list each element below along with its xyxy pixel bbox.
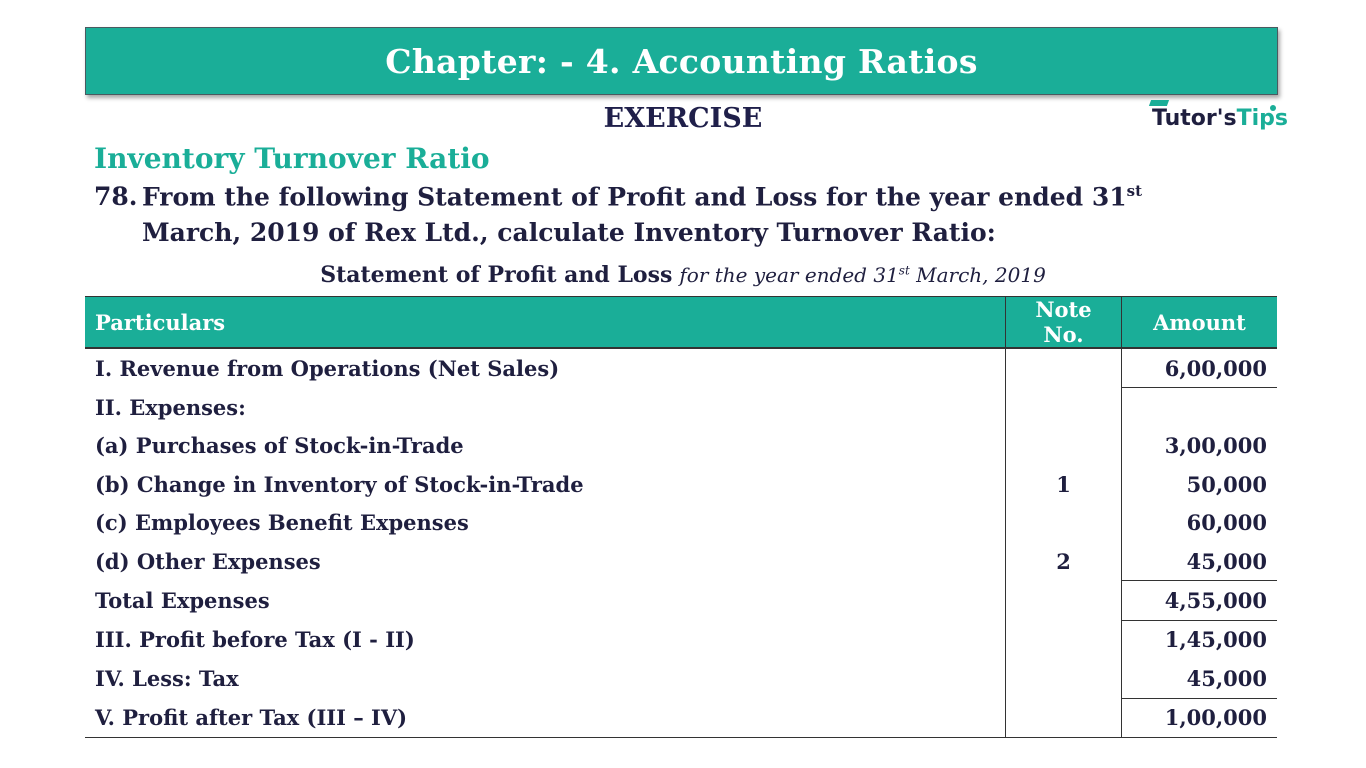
tutors-tips-logo	[1150, 100, 1288, 136]
row-note	[1006, 581, 1122, 620]
row-particulars: III. Profit before Tax (I - II)	[95, 627, 415, 653]
header-amount: Amount	[1122, 297, 1278, 349]
header-note-no: Note No.	[1006, 297, 1122, 349]
row-amount: 50,000	[1186, 471, 1267, 497]
table-row	[85, 620, 1277, 659]
table-row	[85, 581, 1277, 620]
row-amount: 45,000	[1122, 542, 1278, 581]
row-particulars: Total Expenses	[95, 588, 270, 614]
row-particulars: V. Profit after Tax (III – IV)	[85, 698, 1006, 737]
row-particulars: II. Expenses:	[95, 394, 246, 420]
chapter-banner	[85, 27, 1278, 95]
table-row	[85, 542, 1277, 581]
row-amount: 4,55,000	[1122, 581, 1278, 620]
section-title: Inventory Turnover Ratio	[94, 142, 490, 175]
row-note	[1006, 504, 1122, 542]
logo-text-part2: Tips	[1236, 106, 1288, 131]
row-amount: 1,45,000	[1164, 627, 1267, 653]
row-note: 2	[1006, 542, 1122, 581]
row-note	[1006, 348, 1122, 388]
row-amount	[1122, 388, 1278, 427]
table-row	[85, 698, 1277, 737]
row-particulars: (c) Employees Benefit Expenses	[95, 510, 469, 536]
table-row	[85, 504, 1277, 542]
table-row	[85, 659, 1277, 698]
row-amount: 1,00,000	[1122, 698, 1278, 737]
row-note	[1006, 427, 1122, 465]
row-note	[1006, 698, 1122, 737]
chapter-title: Chapter: - 4. Accounting Ratios	[385, 41, 978, 81]
question-text-line2: March, 2019 of Rex Ltd., calculate Inventory Turnover Ratio:	[142, 218, 996, 247]
row-amount: 45,000	[1122, 659, 1278, 698]
header-particulars: Particulars	[85, 297, 1006, 349]
statement-caption	[0, 262, 1366, 288]
caption-italic: for the year ended 31st March, 2019	[679, 263, 1046, 287]
row-note	[1006, 388, 1122, 427]
row-particulars: (d) Other Expenses	[95, 548, 321, 574]
question-number: 78.	[94, 182, 138, 211]
caption-bold: Statement of Profit and Loss	[320, 262, 673, 288]
row-amount: 60,000	[1186, 510, 1267, 536]
row-note: 1	[1006, 465, 1122, 503]
logo-text-part1: Tutor's	[1152, 106, 1237, 131]
row-note	[1006, 659, 1122, 698]
row-particulars: (a) Purchases of Stock-in-Trade	[95, 433, 464, 459]
table-row	[85, 388, 1277, 427]
row-particulars: (b) Change in Inventory of Stock-in-Trade	[95, 471, 584, 497]
table-row	[85, 427, 1277, 465]
row-note	[1006, 620, 1122, 659]
question-text-line1: From the following Statement of Profit and Loss for the year ended 31st	[142, 182, 1142, 212]
row-particulars: I. Revenue from Operations (Net Sales)	[95, 355, 560, 381]
table-row	[85, 465, 1277, 503]
exercise-heading: EXERCISE	[603, 103, 763, 134]
table-row	[85, 348, 1277, 388]
row-particulars: IV. Less: Tax	[95, 666, 239, 692]
row-amount: 6,00,000	[1122, 348, 1278, 388]
row-amount: 3,00,000	[1164, 433, 1267, 459]
profit-loss-table	[85, 296, 1277, 738]
table-header-row	[85, 297, 1277, 349]
